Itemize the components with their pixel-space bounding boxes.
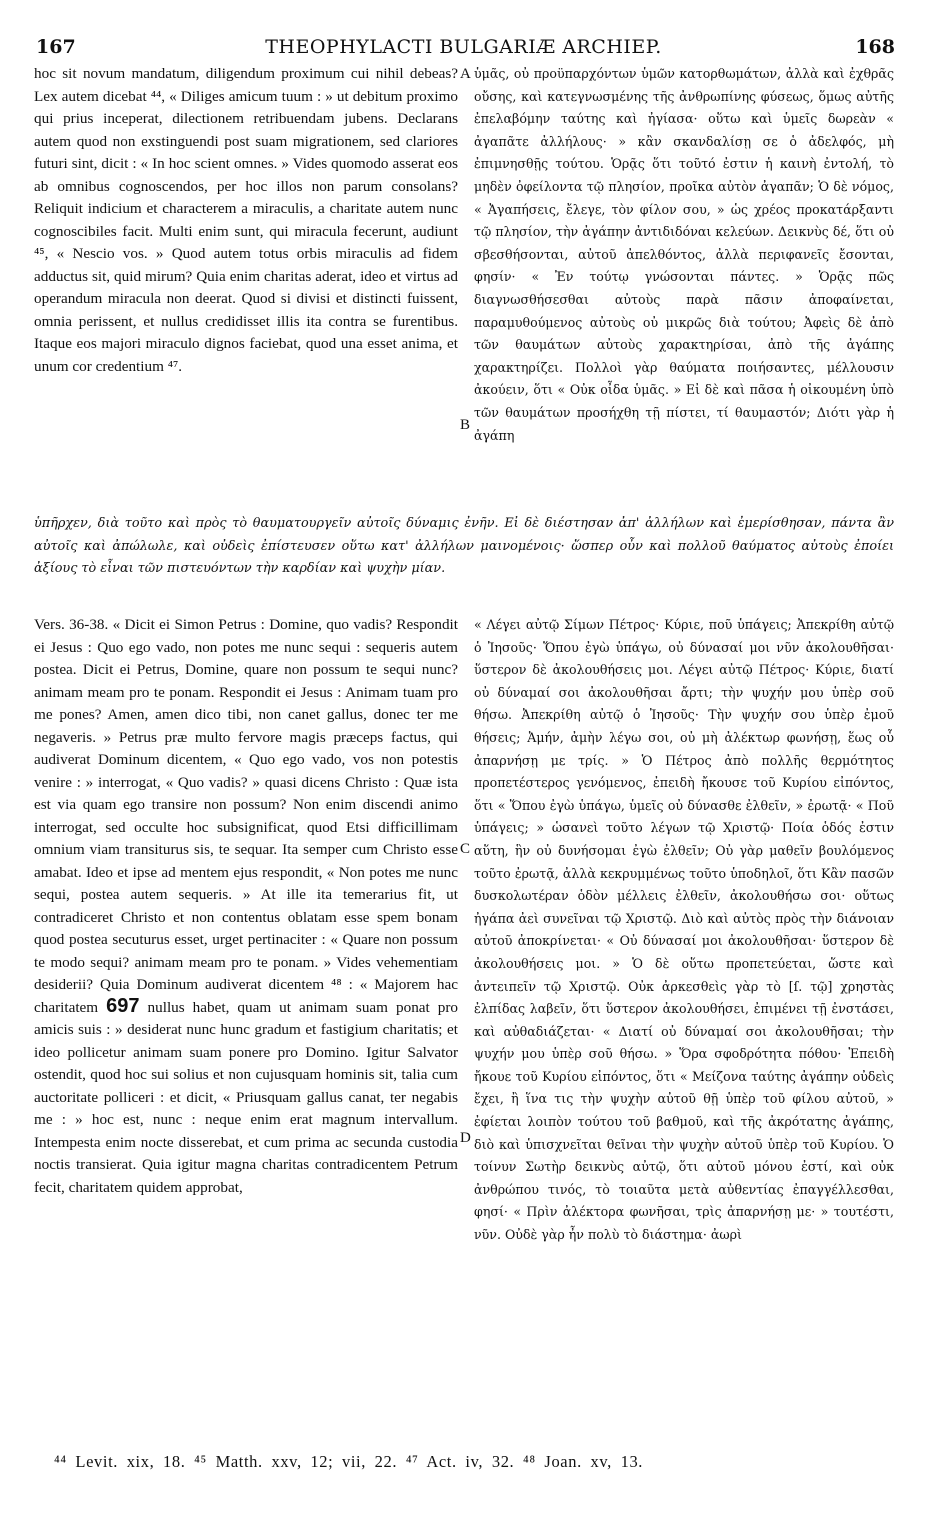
footnotes: ⁴⁴ Levit. xix, 18. ⁴⁵ Matth. xxv, 12; vii, 22. ⁴⁷ Act. iv, 32. ⁴⁸ Joan. xv, 13. bbox=[54, 1452, 644, 1471]
greek-column-top bbox=[474, 63, 894, 515]
column-number: 697 bbox=[106, 994, 140, 1017]
margin-marker-a: A bbox=[460, 66, 471, 82]
latin-text-before-column-number: Vers. 36-38. « Dicit ei Simon Petrus : Domine, quo vadis? Respondit ei Jesus : Quo ego vado, non potes me nunc sequi : sequeris autem postea. Dicit ei Petrus, Domine, quare non possum te sequi nunc? animam meam pro te ponam. Respondit ei Jesus : Animam tuam pro me pones? Amen, amen dico tibi, non canet gallus, donec ter me negaveris. » Petrus præ multo fervore magis præceps factus, qui audiverat Dominum dicentem, « Quo ego vado, vos non potestis venire : » interrogat, « Quo vadis? » quasi dicens Christo : Quæ ista est via quam ego transire non possum? Non enim discendi animo interrogat, sed occulte hoc subsignificat, quod Etsi difficillimam omnium viam transiturus sis, te sequar. Ita semper cum Christo esse amabat. Ideo et ipse ad mentem ejus respondit, « Non potes me nunc sequi, postea autem sequeris. » At ille ita temerarius fit, ut contradiceret Christo et non contentus oblatam esse spem bonam quod postea secuturus esset, urget pertinaciter : « Quare non possum te modo sequi? animam meam pro te ponam. » Vides vehementiam desiderii? Quia Dominum audiverat dicentem ⁴⁸ : « Majorem hac charitatem bbox=[34, 616, 458, 1016]
latin-paragraph-1: hoc sit novum mandatum, diligendum proximum cui nihil debeas? Lex autem dicebat ⁴⁴, « Diliges amicum tuum : » ut debitum proximo qui prius inceperat, dilectionem retribuendam jubens. Declarans autem quod non exstinguendi post suam migrationem, sed clariores futuri sint, dicit : « In hoc scient omnes. » Vides quomodo asserat eos ab omnibus cognoscendos, per hoc illos non parum consolans? Reliquit indicium et characterem a miraculis, a charitate autem nunc cognoscibiles facit. Multi enim sunt, qui miracula fecerunt, audiunt ⁴⁵, « Nescio vos. » Quod autem totus orbis miraculis ad fidem adductus sit, quid mirum? Quia enim charitas aderat, ideo et virtus ad operandum miracula non deerat. Quod si divisi et distincti fuissent, omnia perissent, et nullus credidisset illis ita contra se furentibus. Itaque eos majori miraculo dignos faciebat, quod una esset anima, et unum cor credentium ⁴⁷. bbox=[34, 65, 458, 375]
greek-column-bottom bbox=[474, 614, 894, 1434]
latin-text-after-column-number: nullus habet, quam ut animam suam ponat pro amicis suis : » desiderat nunc hunc gradum et fastigium charitatis; et ideo pollicetur animam suam ponere pro Domino. Igitur Salvator ostendit, quod hoc sui solius et non cujusquam hominis sit, talia cum auctoritate polliceri : et dicit, « Priusquam gallus canat, ter negabis me : » hoc est, nunc : neque enim erat magnum intervallum. Intempesta enim nocte disserebat, et cum prima ac secunda custodia noctis transierat. Quia igitur magna charitas contradicentem Petrum fecit, charitatem quidem approbat, bbox=[34, 998, 458, 1196]
page-number-left: 167 bbox=[36, 36, 76, 58]
greek-paragraph-1: ὑμᾶς, οὐ προϋπαρχόντων ὑμῶν κατορθωμάτων, ἀλλὰ καὶ ἐχθρᾶς οὔσης, καὶ κατεγνωσμένης τῆς ἀνθρωπίνης φύσεως, ὅμως αὐτῆς ἐπελαβόμην ταύτης καὶ ἠγίασα· οὕτω καὶ ὑμεῖς δωρεὰν « ἀγαπᾶτε ἀλλήλους· » κἂν σκανδαλίσῃ σε ὁ ἀδελφός, μὴ ἐπιμνησθῇς τούτου. Ὁρᾷς ὅτι τοῦτό ἐστιν ἡ καινὴ ἐντολή, τὸ μηδὲν ὀφείλοντα τῷ πλησίον, προῖκα αὐτὸν ἀγαπᾶν; Ὁ δὲ νόμος, « Ἀγαπήσεις, ἔλεγε, τὸν φίλον σου, » ὡς χρέος προκατάρξαντι τῷ πλησίον, τὴν ἀγάπην ἀντιδιδόναι κελεύων. Δεικνὺς δέ, ὅτι οὐ σβεσθήσονται, αὐτοῦ ἀπελθόντος, ἀλλὰ περιφανεῖς ἔσονται, φησίν· « Ἐν τούτῳ γνώσονται πάντες. » Ὁρᾷς πῶς διαγνωσθήσεσθαι αὐτοὺς παρὰ πᾶσιν ἀποφαίνεται, παραμυθούμενος αὐτοὺς οὐ μικρῶς διὰ τούτου; Ἀφεὶς δὲ ἀπὸ τῶν θαυμάτων αὐτοὺς χαρακτηρίσαι, ἀπὸ τῆς ἀγάπης χαρακτηρίζει. Πολλοὶ γὰρ θαύματα ποιήσαντες, μέλλουσιν ἀκούειν, ὅτι « Οὐκ οἶδα ὑμᾶς. » Εἰ δὲ καὶ πᾶσα ἡ οἰκουμένη ὑπὸ τῶν θαυμάτων προσήχθη τῇ πίστει, τί θαυμαστόν; Διότι γὰρ ἡ ἀγάπη bbox=[474, 66, 894, 443]
running-title: THEOPHYLACTI BULGARIÆ ARCHIEP. bbox=[265, 36, 662, 58]
margin-marker-b: B bbox=[460, 417, 471, 433]
greek-paragraph-fullwidth: ὑπῆρχεν, διὰ τοῦτο καὶ πρὸς τὸ θαυματουργεῖν αὐτοῖς δύναμις ἐνῆν. Εἰ δὲ διέστησαν ἀπ' ἀλλήλων καὶ ἐμερίσθησαν, πάντα ἂν αὐτοῖς καὶ ἀπώλωλε, καὶ οὐδεὶς ἐπίστευσεν οὕτω κατ' ἀλλήλων μαινομένοις· ὥσπερ οὖν καὶ πολλοῦ θαύματος αὐτοὺς ἐποίει ἀξίους τὸ εἶναι τῶν πιστευόντων τὴν καρδίαν καὶ ψυχὴν μίαν. bbox=[34, 516, 894, 577]
greek-paragraph-2: « Λέγει αὐτῷ Σίμων Πέτρος· Κύριε, ποῦ ὑπάγεις; Ἀπεκρίθη αὐτῷ ὁ Ἰησοῦς· Ὅπου ἐγὼ ὑπάγω, οὐ δύνασαί μοι νῦν ἀκολουθῆσαι· ὕστερον δὲ ἀκολουθήσεις μοι. Λέγει αὐτῷ Πέτρος· Κύριε, διατί οὐ δύναμαί σοι ἀκολουθῆσαι ἄρτι; τὴν ψυχήν μου ὑπὲρ σοῦ θήσω. Ἀπεκρίθη αὐτῷ ὁ Ἰησοῦς· Τὴν ψυχήν σου ὑπὲρ ἐμοῦ θήσεις; Ἀμήν, ἀμὴν λέγω σοι, οὐ μὴ ἀλέκτωρ φωνήσῃ, ἕως οὗ ἀπαρνήσῃ με τρίς. » Ὁ Πέτρος ἀπὸ πολλῆς θερμότητος προπετέστερος γενόμενος, ἐπειδὴ ἤκουσε τοῦ Κυρίου εἰπόντος, ὅτι « Ὅπου ἐγὼ ὑπάγω, ὑμεῖς οὐ δύνασθε ἐλθεῖν, » ἐρωτᾷ· « Ποῦ ὑπάγεις; » ὡσανεὶ τοῦτο λέγων τῷ Χριστῷ· Ποία ὁδός ἐστιν αὕτη, ἣν οὐ δυνήσομαι ἐγὼ ἐλθεῖν; Οὐ γὰρ μαθεῖν βουλόμενος τοῦτο ἐρωτᾷ, ἀλλὰ κεκρυμμένως τοῦτο ὑποδηλοῖ, ὅτι Κἂν πασῶν δυσκολωτέραν ὁδὸν μέλλεις ἐλθεῖν, ἀκολουθήσω σοι· οὕτως ἠγάπα ἀεὶ συνεῖναι τῷ Χριστῷ. Διὸ καὶ αὐτὸς πρὸς τὴν διάνοιαν αὐτοῦ ἀποκρίνεται· « Οὐ δύνασαί μοι ἀκολουθῆσαι· ὕστερον δὲ ἀκολουθήσεις μοι. » Ὁ δὲ οὕτω προπετεύεται, ὥστε καὶ ἀντειπεῖν τῷ Χριστῷ. Οὐκ ἀρκεσθεὶς γὰρ τὸ [ſ. τῷ] χρηστὰς ἐλπίδας λαβεῖν, ὅτι ὕστερον ἀκολουθήσει, ἐπιμένει τῇ ἐνστάσει, καὶ αὐθαδιάζεται· « Διατί οὐ δύναμαί σοι ἀκολουθῆσαι; τὴν ψυχήν μου ὑπὲρ σοῦ θήσω. » Ὅρα σφοδρότητα πόθου· Ἐπειδὴ ἤκουε τοῦ Κυρίου εἰπόντος, ὅτι « Μείζονα ταύτης ἀγάπην οὐδεὶς ἔχει, ἢ ἵνα τις τὴν ψυχὴν αὐτοῦ θῇ ὑπὲρ τοῦ φίλου αὐτοῦ, » ἐφίεται λοιπὸν τούτου τοῦ βαθμοῦ, καὶ τῆς ἀκρότατης ἀγάπης, διὸ καὶ ὑπισχνεῖται θεῖναι τὴν ψυχὴν αὐτοῦ ὑπὲρ τοῦ Κυρίου. Ὁ τοίνυν Σωτὴρ δεικνὺς αὐτῷ, ὅτι αὐτοῦ μόνου ἐστί, καὶ οὐκ ἀνθρώπου τινός, τὸ τοιαῦτα μετὰ αὐθεντίας ἐπαγγέλλεσθαι, φησί· « Πρὶν ἀλέκτορα φωνῆσαι, τρὶς ἀπαρνήσῃ με· » τουτέστι, νῦν. Οὐδὲ γὰρ ἦν πολὺ τὸ διάστημα· ἀωρὶ bbox=[474, 617, 894, 1243]
latin-column-top bbox=[34, 63, 458, 515]
margin-marker-c: C bbox=[460, 841, 471, 857]
page-number-right: 168 bbox=[855, 36, 895, 58]
latin-column-bottom bbox=[34, 614, 458, 1434]
margin-marker-d: D bbox=[460, 1130, 471, 1146]
greek-fullwidth-passage bbox=[34, 513, 894, 611]
page-header bbox=[30, 36, 897, 60]
latin-paragraph-2 bbox=[34, 614, 458, 1199]
